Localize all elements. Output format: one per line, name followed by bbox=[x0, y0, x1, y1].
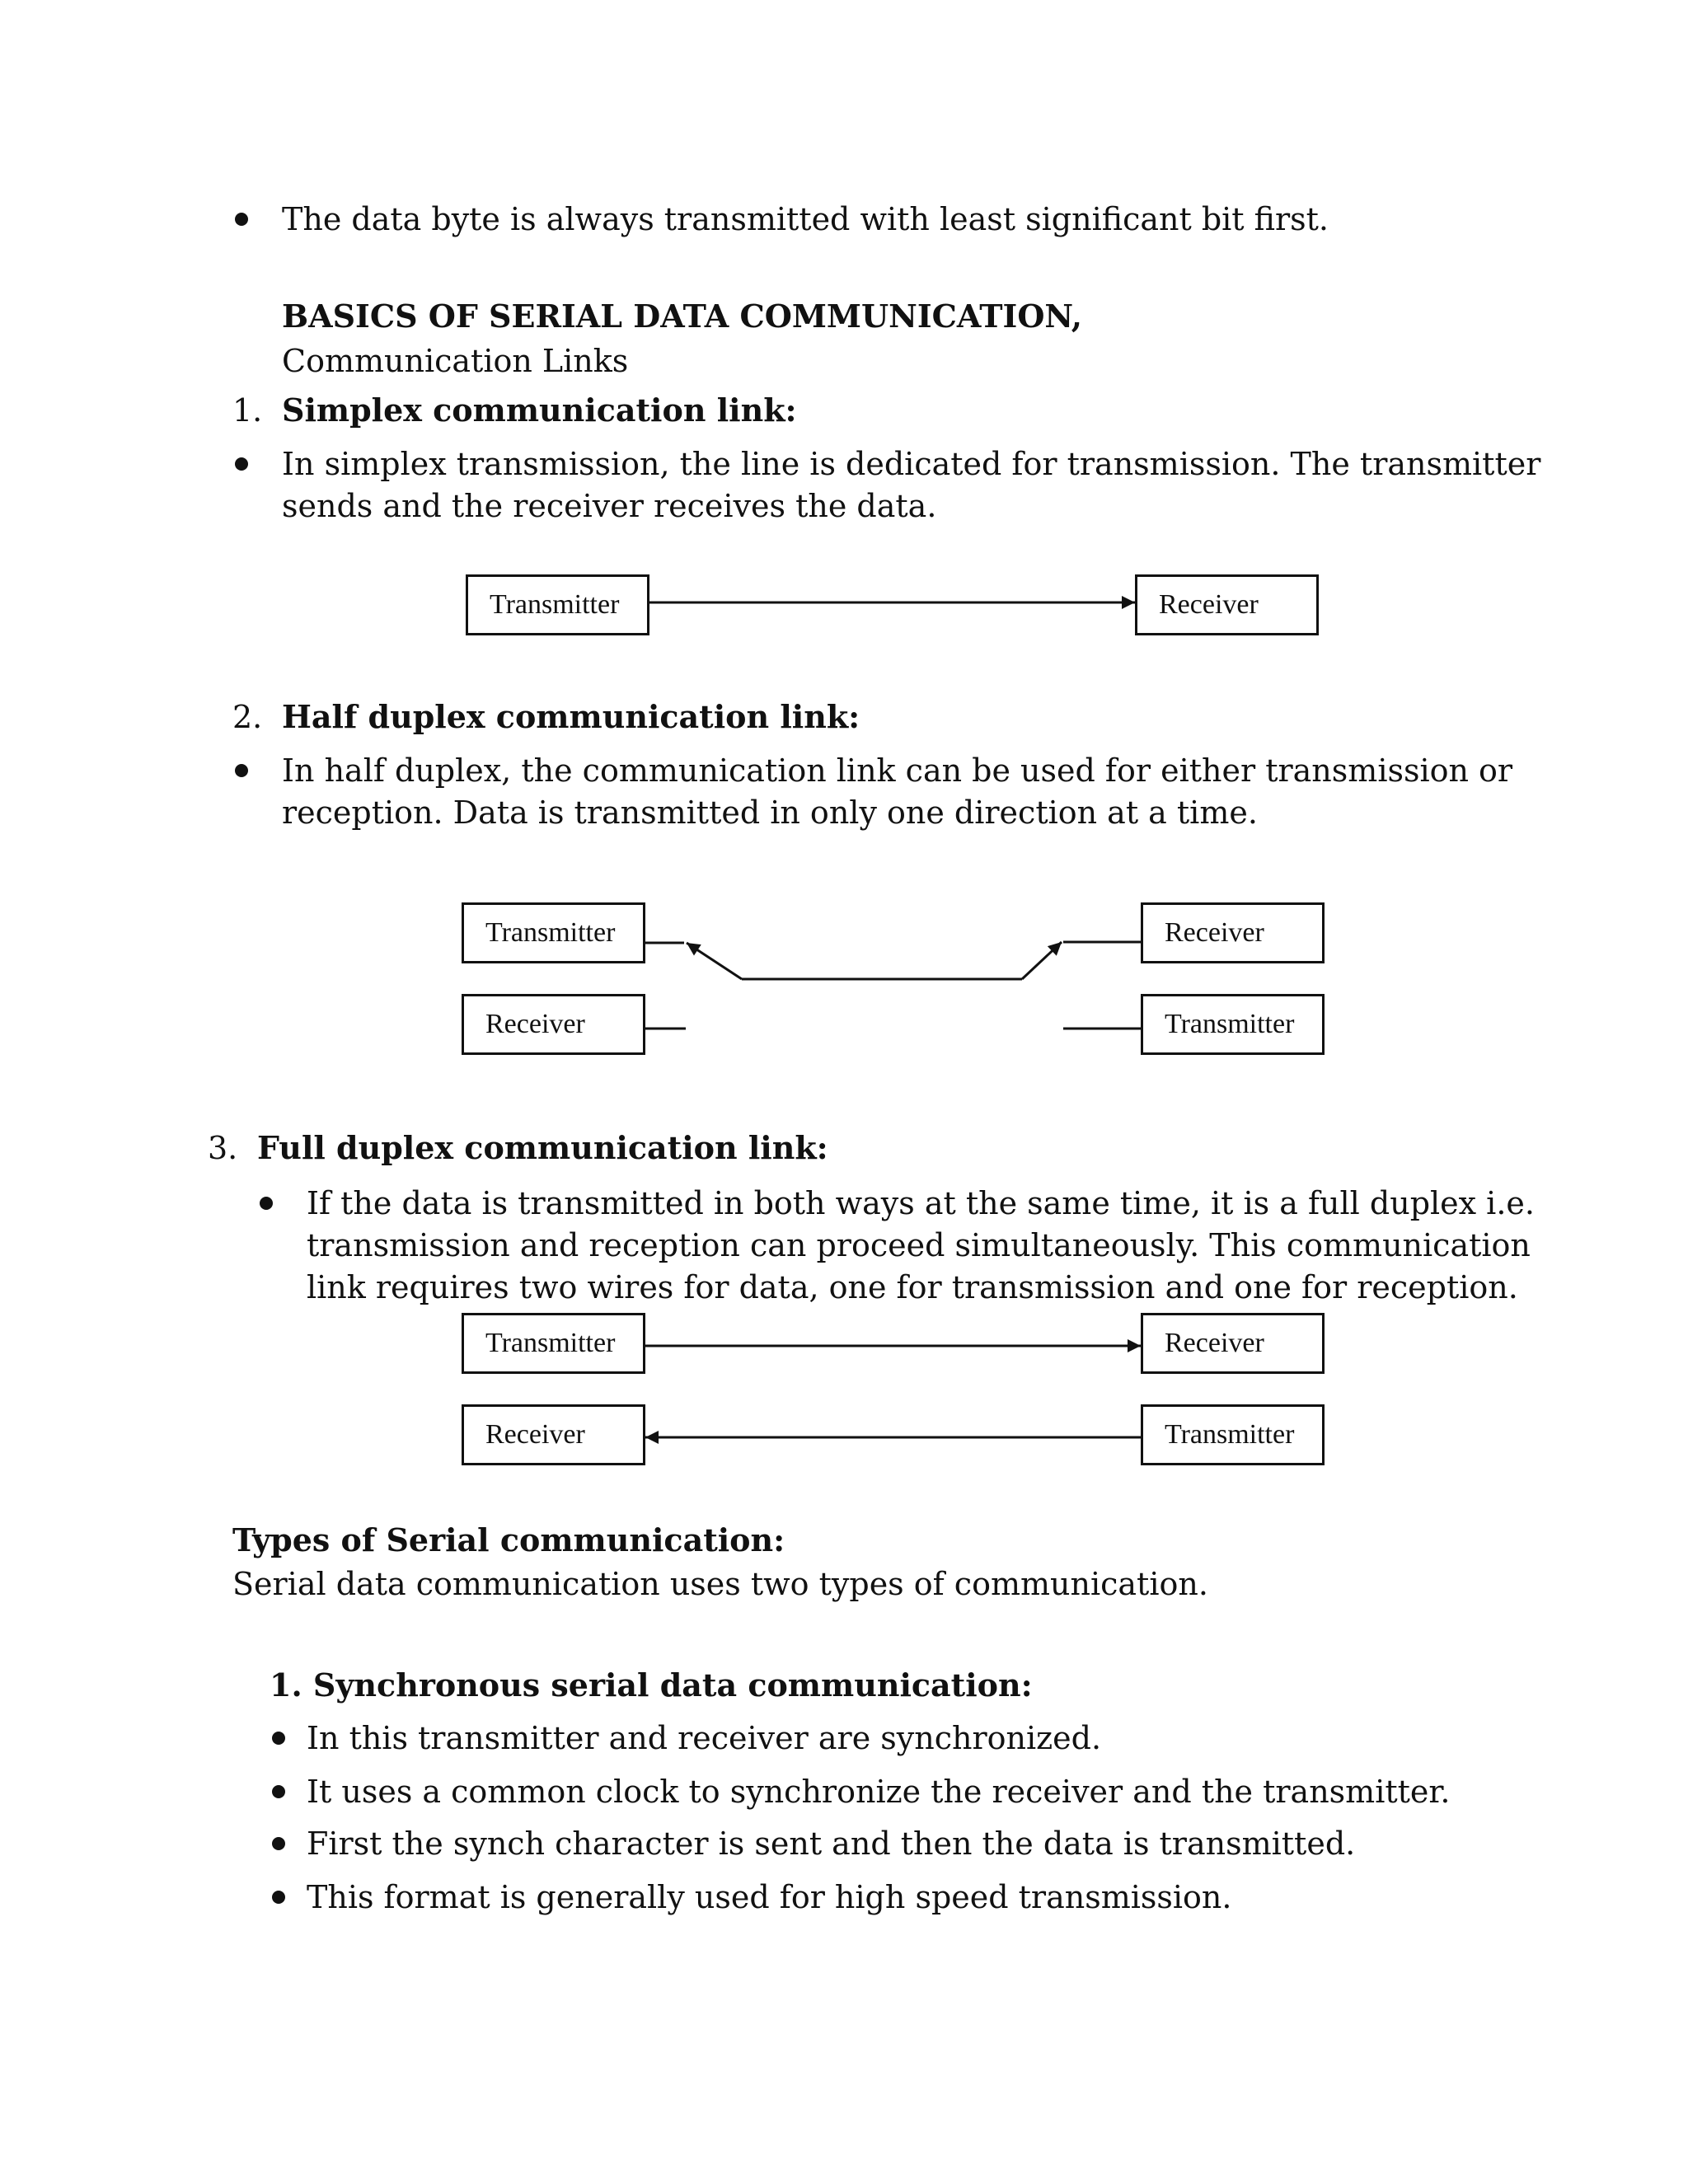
section-heading: BASICS OF SERIAL DATA COMMUNICATION, bbox=[282, 298, 1082, 335]
half-duplex-left-transmitter-box: Transmitter bbox=[462, 902, 645, 963]
simplex-title: Simplex communication link: bbox=[282, 391, 797, 429]
synchronous-title: 1. Synchronous serial data communication: bbox=[270, 1666, 1033, 1704]
synchronous-bullet-3: First the synch character is sent and then the data is transmitted. bbox=[307, 1825, 1356, 1862]
simplex-text-line2: sends and the receiver receives the data. bbox=[282, 488, 937, 524]
full-duplex-text-line1: If the data is transmitted in both ways at the same time, it is a full duplex i.e. bbox=[307, 1185, 1535, 1221]
full-duplex-number: 3. bbox=[208, 1130, 238, 1166]
half-duplex-right-transmitter-box: Transmitter bbox=[1141, 994, 1325, 1055]
bullet-dot bbox=[272, 1891, 285, 1904]
half-duplex-title: Half duplex communication link: bbox=[282, 698, 860, 735]
types-title: Types of Serial communication: bbox=[232, 1521, 785, 1558]
full-duplex-right-transmitter-box: Transmitter bbox=[1141, 1404, 1325, 1465]
full-duplex-text-line3: link requires two wires for data, one for transmission and one for reception. bbox=[307, 1269, 1518, 1305]
bullet-dot bbox=[272, 1837, 285, 1850]
section-subheading: Communication Links bbox=[282, 343, 629, 379]
bullet-dot bbox=[272, 1785, 285, 1798]
types-text: Serial data communication uses two types of communication. bbox=[232, 1566, 1208, 1602]
synchronous-bullet-4: This format is generally used for high speed transmission. bbox=[307, 1879, 1232, 1915]
full-duplex-title: Full duplex communication link: bbox=[257, 1129, 828, 1166]
simplex-text-line1: In simplex transmission, the line is dedicated for transmission. The transmitter bbox=[282, 446, 1541, 482]
full-duplex-text-line2: transmission and reception can proceed simultaneously. This communication bbox=[307, 1227, 1531, 1263]
full-duplex-left-receiver-box: Receiver bbox=[462, 1404, 645, 1465]
half-duplex-switch-left-arm bbox=[687, 943, 742, 979]
half-duplex-left-receiver-box: Receiver bbox=[462, 994, 645, 1055]
half-duplex-text-line2: reception. Data is transmitted in only one direction at a time. bbox=[282, 794, 1258, 831]
half-duplex-text-line1: In half duplex, the communication link can be used for either transmission or bbox=[282, 752, 1513, 789]
full-duplex-left-transmitter-box: Transmitter bbox=[462, 1313, 645, 1374]
half-duplex-switch-right-arm bbox=[1022, 942, 1062, 979]
full-duplex-right-receiver-box: Receiver bbox=[1141, 1313, 1325, 1374]
synchronous-bullet-1: In this transmitter and receiver are synchronized. bbox=[307, 1720, 1102, 1756]
simplex-receiver-box: Receiver bbox=[1135, 574, 1319, 635]
half-duplex-number: 2. bbox=[232, 699, 263, 735]
simplex-number: 1. bbox=[232, 392, 263, 429]
synchronous-bullet-2: It uses a common clock to synchronize the receiver and the transmitter. bbox=[307, 1774, 1451, 1810]
intro-bullet-text: The data byte is always transmitted with least significant bit first. bbox=[282, 201, 1329, 237]
simplex-transmitter-box: Transmitter bbox=[466, 574, 649, 635]
bullet-dot bbox=[272, 1732, 285, 1745]
half-duplex-right-receiver-box: Receiver bbox=[1141, 902, 1325, 963]
